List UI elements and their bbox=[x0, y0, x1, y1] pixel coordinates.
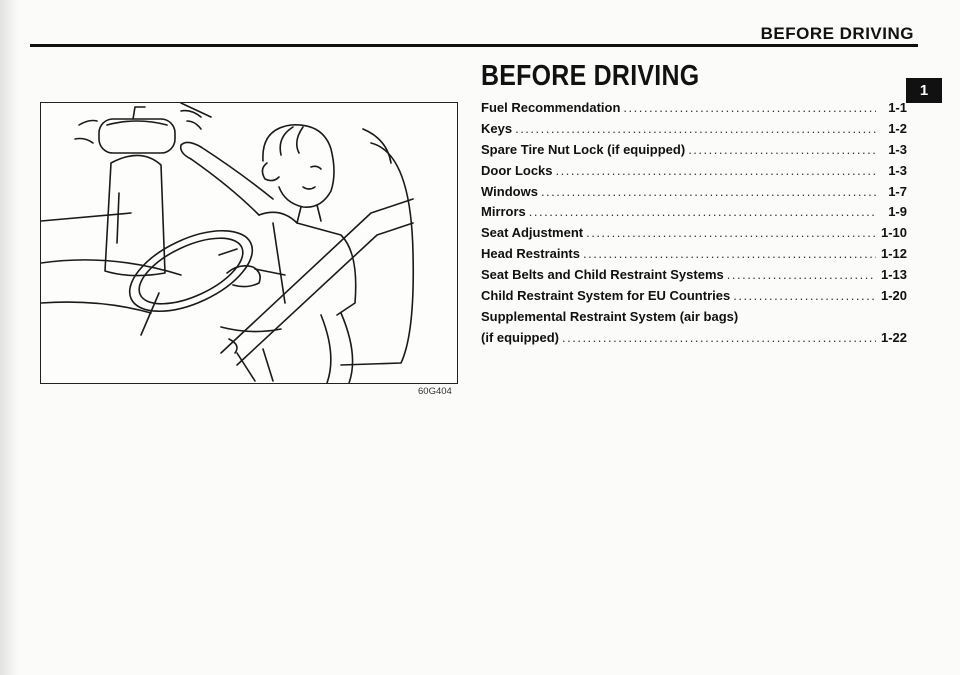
toc-leader-dots bbox=[688, 142, 876, 157]
toc-entry-title: Supplemental Restraint System bbox=[481, 308, 677, 324]
toc-entry-srs-line2[interactable] bbox=[481, 330, 907, 351]
toc-entry-windows[interactable] bbox=[481, 184, 907, 205]
toc-entry-page: 1-3 bbox=[888, 162, 907, 178]
toc-entry-door-locks[interactable] bbox=[481, 163, 907, 184]
toc-leader-dots bbox=[515, 121, 876, 136]
toc-entry-page: 1-3 bbox=[888, 141, 907, 157]
toc-entry-keys[interactable] bbox=[481, 121, 907, 142]
toc-entry-page: 1-13 bbox=[880, 267, 907, 283]
toc-leader-dots bbox=[623, 100, 876, 115]
chapter-title: BEFORE DRIVING bbox=[481, 60, 700, 92]
scan-edge-shadow bbox=[0, 0, 18, 675]
running-header: BEFORE DRIVING bbox=[760, 24, 914, 43]
toc-leader-dots bbox=[727, 267, 876, 282]
header-rule bbox=[30, 44, 918, 47]
toc-entry-page: 1-20 bbox=[880, 288, 907, 304]
figure-caption: 60G404 bbox=[418, 386, 452, 397]
toc-entry-page: 1-7 bbox=[888, 183, 907, 199]
toc-leader-dots bbox=[733, 288, 876, 303]
toc-entry-title: Windows bbox=[481, 183, 538, 199]
chapter-tab-number: 1 bbox=[919, 82, 929, 99]
toc-entry-page: 1-2 bbox=[888, 120, 907, 136]
toc-entry-title: Head Restraints bbox=[481, 246, 580, 262]
toc-leader-dots bbox=[586, 225, 876, 240]
toc-entry-title: Child Restraint System for EU Countries bbox=[481, 288, 731, 304]
toc-entry-title: Spare Tire Nut Lock (if equipped) bbox=[481, 141, 686, 157]
toc-entry-title: Keys bbox=[481, 120, 513, 136]
toc-leader-dots bbox=[529, 204, 876, 219]
toc-entry-page: 1-12 bbox=[880, 246, 907, 262]
toc-entry-title-note: (air bags) bbox=[679, 308, 739, 324]
toc-leader-dots bbox=[541, 184, 876, 199]
toc-entry-title: (if equipped) bbox=[481, 329, 559, 345]
toc-leader-dots bbox=[583, 246, 876, 261]
toc-entry-srs-line1[interactable] bbox=[481, 309, 907, 330]
toc-entry-page: 1-10 bbox=[880, 225, 907, 241]
figure-frame bbox=[40, 102, 458, 384]
toc-entry-title: Mirrors bbox=[481, 204, 526, 220]
table-of-contents bbox=[481, 100, 907, 351]
toc-leader-dots bbox=[562, 330, 876, 345]
toc-entry-title: Seat Adjustment bbox=[481, 225, 584, 241]
toc-entry-title: Seat Belts and Child Restraint Systems bbox=[481, 267, 724, 283]
toc-entry-page: 1-1 bbox=[888, 100, 907, 115]
toc-entry-seat-belts[interactable] bbox=[481, 267, 907, 288]
toc-entry-spare-tire-nut-lock[interactable] bbox=[481, 142, 907, 163]
chapter-tab[interactable] bbox=[906, 78, 942, 103]
toc-entry-page: 1-22 bbox=[880, 329, 907, 345]
toc-entry-seat-adjustment[interactable] bbox=[481, 225, 907, 246]
toc-entry-head-restraints[interactable] bbox=[481, 246, 907, 267]
toc-entry-child-restraint-eu[interactable] bbox=[481, 288, 907, 309]
toc-entry-fuel-recommendation[interactable] bbox=[481, 100, 907, 121]
toc-entry-mirrors[interactable] bbox=[481, 204, 907, 225]
driver-adjusting-mirror-icon bbox=[41, 103, 457, 383]
toc-entry-title: Door Locks bbox=[481, 162, 553, 178]
toc-entry-page: 1-9 bbox=[888, 204, 907, 220]
toc-entry-title: Fuel Recommendation bbox=[481, 100, 621, 115]
toc-leader-dots bbox=[556, 163, 876, 178]
